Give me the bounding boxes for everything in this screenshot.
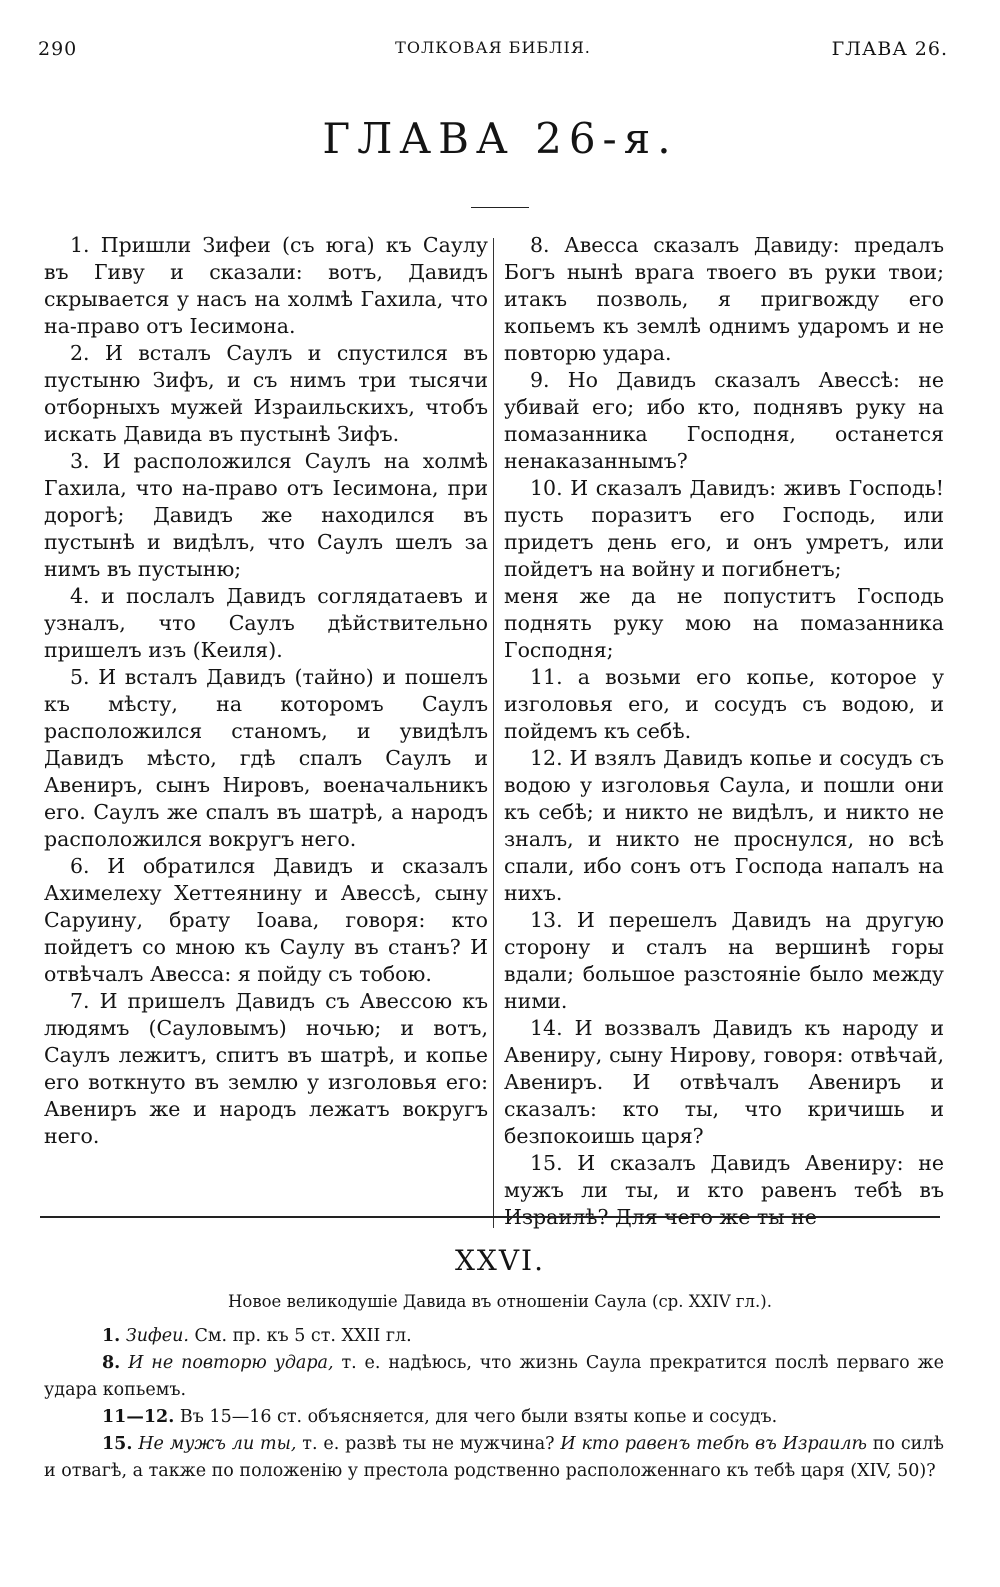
commentary-notes	[44, 1323, 944, 1485]
note	[44, 1350, 944, 1404]
note-lemma: Зифеи.	[125, 1326, 189, 1346]
note-ref: 8.	[102, 1353, 121, 1373]
verse: 7. И пришелъ Давидъ съ Авессою къ людямъ (Сауловымъ) ночью; и вотъ, Саулъ лежитъ, спитъ въ шатрѣ, и копье его воткнуто въ землю у изголовья его: Авениръ же и народъ лежатъ вокругъ него.	[44, 989, 488, 1148]
verse: 11. а возьми его копье, которое у изголовья его, и сосудъ съ водою, и пойдемъ къ себѣ.	[504, 665, 944, 743]
commentary-number: XXVI.	[454, 1244, 546, 1277]
title-rule	[471, 207, 529, 208]
note-lemma: И не повторю удара,	[128, 1353, 334, 1373]
note-text: т. е. надѣюсь, что жизнь Саула прекратится послѣ перваго же удара копьемъ.	[44, 1353, 944, 1400]
verse: 5. И всталъ Давидъ (тайно) и пошелъ къ мѣсту, на которомъ Саулъ расположился станомъ, и увидѣлъ Давидъ мѣсто, гдѣ спалъ Саулъ и Авениръ, сынъ Нировъ, военачальникъ его. Саулъ же спалъ въ шатрѣ, а народъ расположился вокругъ него.	[44, 665, 488, 851]
chapter-label: ГЛАВА 26.	[831, 38, 948, 60]
commentary-rule	[40, 1216, 940, 1218]
note-lemma: И кто равенъ тебѣ въ Израилѣ	[554, 1434, 867, 1454]
verse: 10. И сказалъ Давидъ: живъ Господь! пусть поразитъ его Господь, или придетъ день его, и онъ умретъ, или пойдетъ на войну и погибнетъ;	[504, 476, 944, 581]
note-text: Въ 15—16 ст. объясняется, для чего были взяты копье и сосудъ.	[174, 1407, 778, 1427]
note	[44, 1323, 944, 1350]
chapter-title: ГЛАВА 26-я.	[322, 114, 678, 163]
note-text: т. е. развѣ ты не мужчина?	[296, 1434, 555, 1454]
book-title: ТОЛКОВАЯ БИБЛІЯ.	[395, 38, 591, 57]
verse: 1. Пришли Зифеи (съ юга) къ Саулу въ Гиву и сказали: вотъ, Давидъ скрывается у насъ на холмѣ Гахила, что на-право отъ Іесимона.	[44, 233, 488, 338]
verses-left-column	[44, 232, 488, 1150]
verse: 3. И расположился Саулъ на холмѣ Гахила, что на-право отъ Іесимона, при дорогѣ; Давидъ же находился въ пустынѣ и видѣлъ, что Саулъ шелъ за нимъ въ пустыню;	[44, 449, 488, 581]
commentary-subtitle: Новое великодушіе Давида въ отношеніи Саула (ср. XXIV гл.).	[228, 1292, 772, 1311]
page-number: 290	[38, 38, 78, 60]
note-ref: 15.	[102, 1434, 133, 1454]
running-header	[38, 38, 948, 68]
verse: 9. Но Давидъ сказалъ Авессѣ: не убивай его; ибо кто, поднявъ руку на помазанника Господня, останется ненаказаннымъ?	[504, 368, 944, 473]
verse: 15. И сказалъ Давидъ Авениру: не мужъ ли ты, и кто равенъ тебѣ въ Израилѣ? Для чего же ты не	[504, 1151, 944, 1229]
verse: 13. И перешелъ Давидъ на другую сторону и сталъ на вершинѣ горы вдали; большое разстояніе было между ними.	[504, 908, 944, 1013]
verse: 4. и послалъ Давидъ соглядатаевъ и узналъ, что Саулъ дѣйствительно пришелъ изъ (Кеиля).	[44, 584, 488, 662]
verse: 14. И воззвалъ Давидъ къ народу и Авениру, сыну Нирову, говоря: отвѣчай, Авениръ. И отвѣчалъ Авениръ и сказалъ: кто ты, что кричишь и безпокоишь царя?	[504, 1016, 944, 1148]
note-text: См. пр. къ 5 ст. XXII гл.	[188, 1326, 412, 1346]
column-divider	[493, 238, 494, 1228]
note-ref: 1.	[102, 1326, 121, 1346]
note	[44, 1404, 944, 1431]
verse: 2. И всталъ Саулъ и спустился въ пустыню Зифъ, и съ нимъ три тысячи отборныхъ мужей Израильскихъ, чтобъ искать Давида въ пустынѣ Зифъ.	[44, 341, 488, 446]
note-lemma: Не мужъ ли ты,	[138, 1434, 297, 1454]
verse: меня же да не попуститъ Господь поднять руку мою на помазанника Господня;	[504, 584, 944, 662]
verse: 8. Авесса сказалъ Давиду: предалъ Богъ нынѣ врага твоего въ руки твои; итакъ позволь, я пригвожду его копьемъ къ землѣ однимъ ударомъ и не повторю удара.	[504, 233, 944, 365]
verses-right-column	[504, 232, 944, 1231]
verse: 6. И обратился Давидъ и сказалъ Ахимелеху Хеттеянину и Авессѣ, сыну Саруину, брату Іоава, говоря: кто пойдетъ со мною къ Саулу въ станъ? И отвѣчалъ Авесса: я пойду съ тобою.	[44, 854, 488, 986]
note-ref: 11—12.	[102, 1407, 175, 1427]
note	[44, 1431, 944, 1485]
note-text: по силѣ и отвагѣ, а также по положенію у престола родственно расположеннаго къ тебѣ царя (XIV, 50)?	[44, 1434, 944, 1481]
verse: 12. И взялъ Давидъ копье и сосудъ съ водою у изголовья Саула, и пошли они къ себѣ; и никто не видѣлъ, и никто не зналъ, и никто не проснулся, но всѣ спали, ибо сонъ отъ Господа напалъ на нихъ.	[504, 746, 944, 905]
